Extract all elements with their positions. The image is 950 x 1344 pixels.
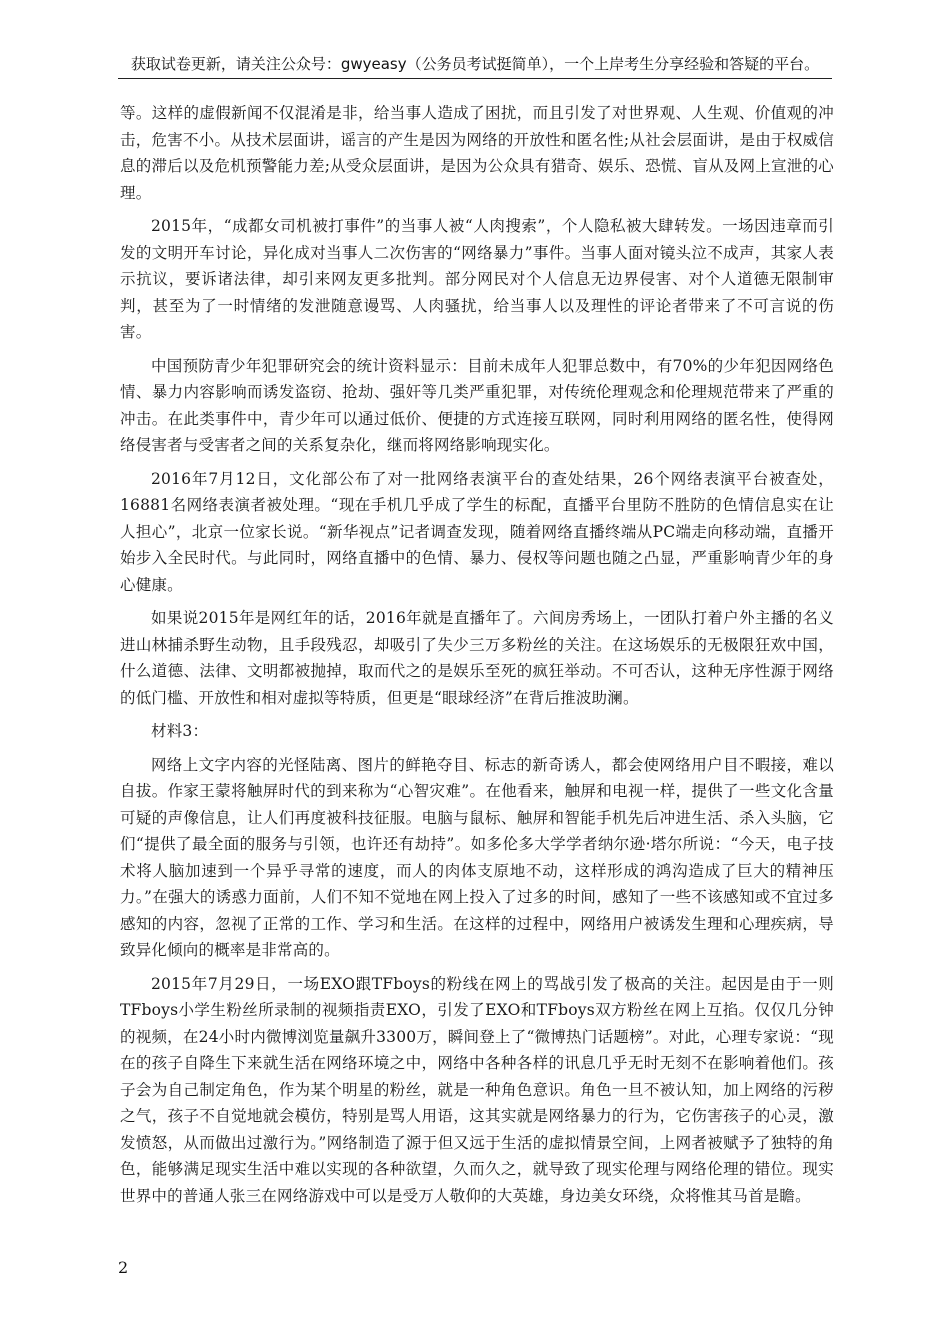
section-heading-material-3: 材料3： (151, 722, 209, 740)
paragraph-crime-statistics: 中国预防青少年犯罪研究会的统计资料显示：目前未成年人犯罪总数中，有70%的少年犯因网络色情、暴力内容影响而诱发盗窃、抢劫、强奸等几类严重犯罪，对传统伦理观念和伦理规范带来了严重的冲击。在此类事件中，青少年可以通过低价、便捷的方式连接互联网，同时利用网络的匿名性，使得网络侵害者与受害者之间的关系复杂化，继而将网络影响现实化。 (120, 356, 834, 454)
paragraph-touchscreen-era: 网络上文字内容的光怪陆离、图片的鲜艳夺目、标志的新奇诱人，都会使网络用户目不暇接，难以自拔。作家王蒙将触屏时代的到来称为“心智灾难”。在他看来，触屏和电视一样，提供了一些文化含量可疑的声像信息，让人们再度被科技征服。电脑与鼠标、触屏和智能手机先后冲进生活、杀入头脑，它们“提供了最全面的服务与引领，也许还有劫持”。如多伦多大学学者纳尔逊·塔尔所说：“今天，电子技术将人脑加速到一个异乎寻常的速度，而人的肉体支原地不动，这样形成的鸿沟造成了巨大的精神压力。”在强大的诱惑力面前，人们不知不觉地在网上投入了过多的时间，感知了一些不该感知或不宜过多感知的内容，忽视了正常的工作、学习和生活。在这样的过程中，网络用户被诱发生理和心理疾病，导致异化倾向的概率是非常高的。 (120, 755, 834, 959)
header-divider (118, 78, 832, 79)
paragraph-live-streaming-2016: 2016年7月12日，文化部公布了对一批网络表演平台的查处结果，26个网络表演平台被查处，16881名网络表演者被处理。“现在手机几乎成了学生的标配，直播平台里防不胜防的色情信息实在让人担心”，北京一位家长说。“新华视点”记者调查发现，随着网络直播终端从PC端走向移动端，直播开始步入全民时代。与此同时，网络直播中的色情、暴力、侵权等问题也随之凸显，严重影响青少年的身心健康。 (120, 469, 834, 594)
page-header: 获取试卷更新，请关注公众号：gwyeasy（公务员考试挺简单），一个上岸考生分享经验和答疑的平台。 (130, 55, 820, 73)
paragraph-streaming-year: 如果说2015年是网红年的话，2016年就是直播年了。六间房秀场上，一团队打着户外主播的名义进山林捕杀野生动物，且手段残忍，却吸引了失少三万多粉丝的关注。在这场娱乐的无极限狂欢中国，什么道德、法律、文明都被抛掉，取而代之的是娱乐至死的疯狂举动。不可否认，这种无序性源于网络的低门槛、开放性和相对虚拟等特质，但更是“眼球经济”在背后推波助澜。 (120, 609, 834, 707)
page-number: 2 (118, 1258, 129, 1277)
paragraph-fan-conflict: 2015年7月29日，一场EXO跟TFboys的粉线在网上的骂战引发了极高的关注。起因是由于一则TFboys小学生粉丝所录制的视频指责EXO，引发了EXO和TFboys双方粉丝在网上互掐。仅仅几分钟的视频，在24小时内微博浏览量飙升3300万，瞬间登上了“微博热门话题榜”。对此，心理专家说：“现在的孩子自降生下来就生活在网络环境之中，网络中各种各样的讯息几乎无时无刻不在影响着他们。孩子会为自己制定角色，作为某个明星的粉丝，就是一种角色意识。角色一旦不被认知，加上网络的污秽之气，孩子不自觉地就会模仿，特别是骂人用语，这其实就是网络暴力的行为，它伤害孩子的心灵，激发愤怒，从而做出过激行为。”网络制造了源于但又远于生活的虚拟情景空间，上网者被赋予了独特的角色，能够满足现实生活中难以实现的各种欲望，久而久之，就导致了现实伦理与网络伦理的错位。现实世界中的普通人张三在网络游戏中可以是受万人敬仰的大英雄，身边美女环绕，众将惟其马首是瞻。 (120, 974, 834, 1205)
paragraph-continuation: 等。这样的虚假新闻不仅混淆是非，给当事人造成了困扰，而且引发了对世界观、人生观、价值观的冲击，危害不小。从技术层面讲，谣言的产生是因为网络的开放性和匿名性;从社会层面讲，是由于权威信息的滞后以及危机预警能力差;从受众层面讲，是因为公众具有猎奇、娱乐、恐慌、盲从及网上宣泄的心理。 (120, 104, 834, 202)
paragraph-chengdu-incident: 2015年，“成都女司机被打事件”的当事人被“人肉搜索”，个人隐私被大肆转发。一场因违章而引发的文明开车讨论，异化成对当事人二次伤害的“网络暴力”事件。当事人面对镜头泣不成声，其家人表示抗议，要诉诸法律，却引来网友更多批判。部分网民对个人信息无边界侵害、对个人道德无限制审判，甚至为了一时情绪的发泄随意谩骂、人肉骚扰，给当事人以及理性的评论者带来了不可言说的伤害。 (120, 217, 834, 341)
document-body (120, 100, 834, 1216)
